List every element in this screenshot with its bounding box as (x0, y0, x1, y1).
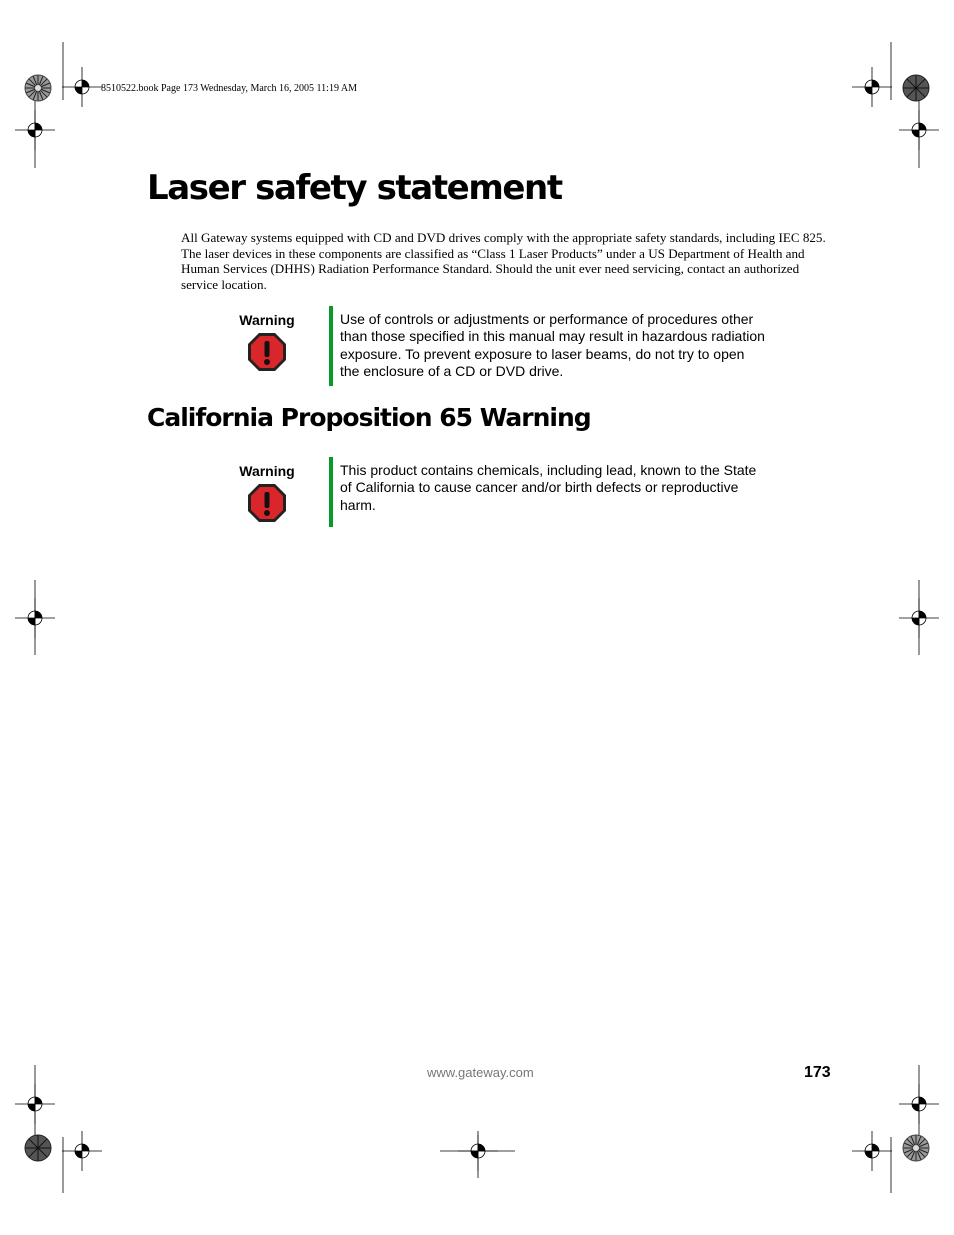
warning-octagon-icon (247, 332, 287, 372)
page-title: Laser safety statement (147, 168, 562, 208)
laser-warning-text: Use of controls or adjustments or performance of procedures other than those specified in this manual may result in hazardous radiation exposure. To prevent exposure to laser beams, do not try to open the enclosure of a CD or DVD drive. (340, 311, 765, 379)
section-title: California Proposition 65 Warning (147, 403, 591, 432)
book-page-info: 8510522.book Page 173 Wednesday, March 16, 2005 11:19 AM (101, 83, 358, 94)
warning-octagon-icon (247, 483, 287, 523)
prop65-warning-text: This product contains chemicals, including lead, known to the State of California to cause cancer and/or birth defects or reproductive harm. (340, 462, 757, 513)
warning-accent-bar (329, 306, 333, 386)
laser-body-paragraph: All Gateway systems equipped with CD and DVD drives comply with the appropriate safety standards, including IEC 825. The laser devices in these components are classified as “Class 1 Laser Products” under a US Department of Health and Human Services (DHHS) Radiation Performance Standard. Should the unit ever need servicing, contact an authorized service location. (181, 230, 826, 292)
footer-url: www.gateway.com (427, 1065, 534, 1080)
warning-label: Warning (239, 312, 295, 328)
warning-accent-bar (329, 457, 333, 527)
page-number: 173 (804, 1064, 831, 1081)
warning-label: Warning (239, 463, 295, 479)
